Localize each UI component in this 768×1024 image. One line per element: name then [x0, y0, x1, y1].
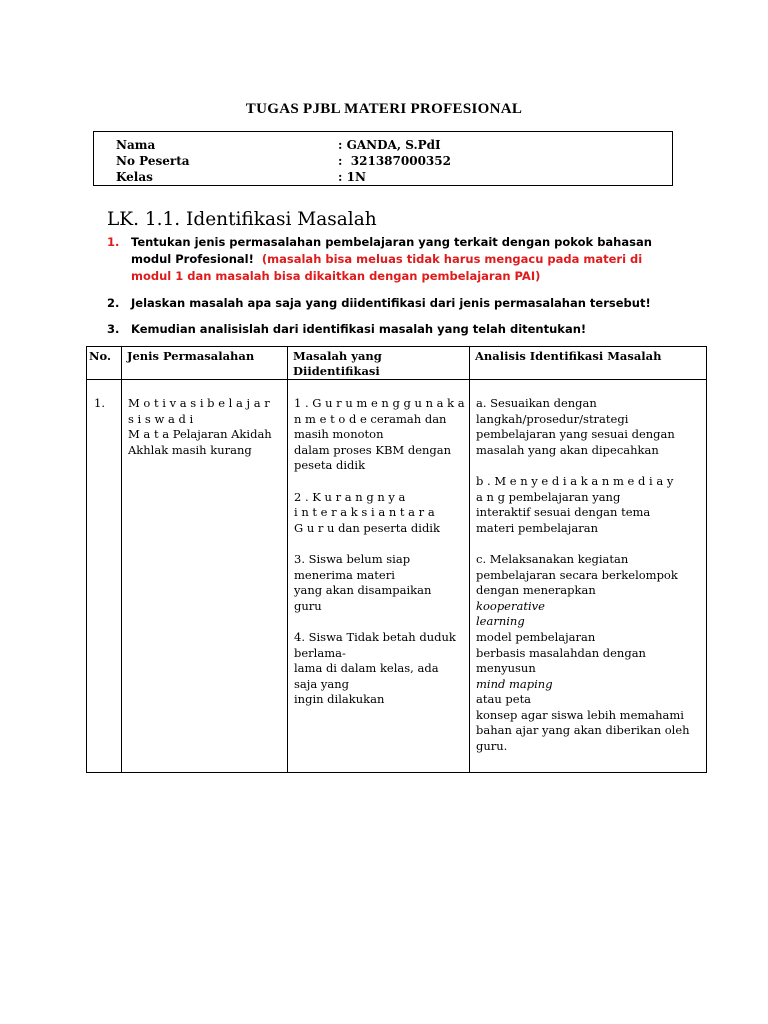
- masalah-cell: 1 . G u r u m e n g g u n a k a n m e t o d e ceramah dan masih monoton dalam proses KBM dengan peseta didik 2 . K u r a n g n y a i n t e r a k s i a n t a r a G u r u dan peserta didik 3. Siswa belum siap menerima materi yang akan disampaikan guru 4. Siswa Tidak betah duduk berlama- lama di dalam kelas, ada saja yang ingin dilakukan: [294, 396, 465, 707]
- peserta-value: : 321387000352: [338, 154, 451, 168]
- identity-box: [93, 131, 673, 186]
- instruction-text: Kemudian analisislah dari identifikasi masalah yang telah ditentukan!: [131, 322, 587, 336]
- header-masalah: Masalah yang Diidentifikasi: [293, 349, 382, 378]
- document-title: TUGAS PJBL MATERI PROFESIONAL: [245, 101, 523, 117]
- kelas-label: Kelas: [116, 170, 153, 184]
- nama-value: : GANDA, S.PdI: [338, 138, 441, 152]
- instruction-text: Jelaskan masalah apa saja yang diidentifikasi dari jenis permasalahan tersebut!: [131, 296, 651, 310]
- analisis-cell: a. Sesuaikan dengan langkah/prosedur/strategi pembelajaran yang sesuai dengan masalah yang akan dipecahkan b . M e n y e d i a k a n m e d i a y a n g pembelajaran yang interaktif sesuai dengan tema materi pembelajaran c. Melaksanakan kegiatan pembelajaran secara berkelompok dengan menerapkan kooperative learning model pembelajaran berbasis masalahdan dengan menyusun mind maping atau peta konsep agar siswa lebih memahami bahan ajar yang akan diberikan oleh guru.: [476, 396, 690, 754]
- instruction-number: 2.: [107, 296, 120, 310]
- lk-heading: LK. 1.1. Identifikasi Masalah: [107, 209, 377, 230]
- header-jenis: Jenis Permasalahan: [127, 349, 255, 363]
- identification-table: [86, 346, 707, 773]
- instruction-number: 3.: [107, 322, 120, 336]
- header-analisis: Analisis Identifikasi Masalah: [475, 349, 662, 363]
- row-number: 1.: [94, 396, 105, 410]
- nama-label: Nama: [116, 138, 156, 152]
- jenis-cell: M o t i v a s i b e l a j a r s i s w a d i M a t a Pelajaran Akidah Akhlak masih kurang: [128, 396, 272, 457]
- instruction-note: (masalah bisa meluas tidak harus mengacu pada materi di modul 1 dan masalah bisa dikaitkan dengan pembelajaran PAI): [131, 252, 643, 283]
- peserta-label: No Peserta: [116, 154, 190, 168]
- kelas-value: : 1N: [338, 170, 366, 184]
- instruction-text: Tentukan jenis permasalahan pembelajaran yang terkait dengan pokok bahasan modul Profesional! (masalah bisa meluas tidak harus mengacu pada materi di modul 1 dan masalah bisa dikaitkan dengan pembelajaran PAI): [131, 235, 652, 283]
- header-no: No.: [89, 349, 111, 363]
- instruction-number: 1.: [107, 235, 120, 249]
